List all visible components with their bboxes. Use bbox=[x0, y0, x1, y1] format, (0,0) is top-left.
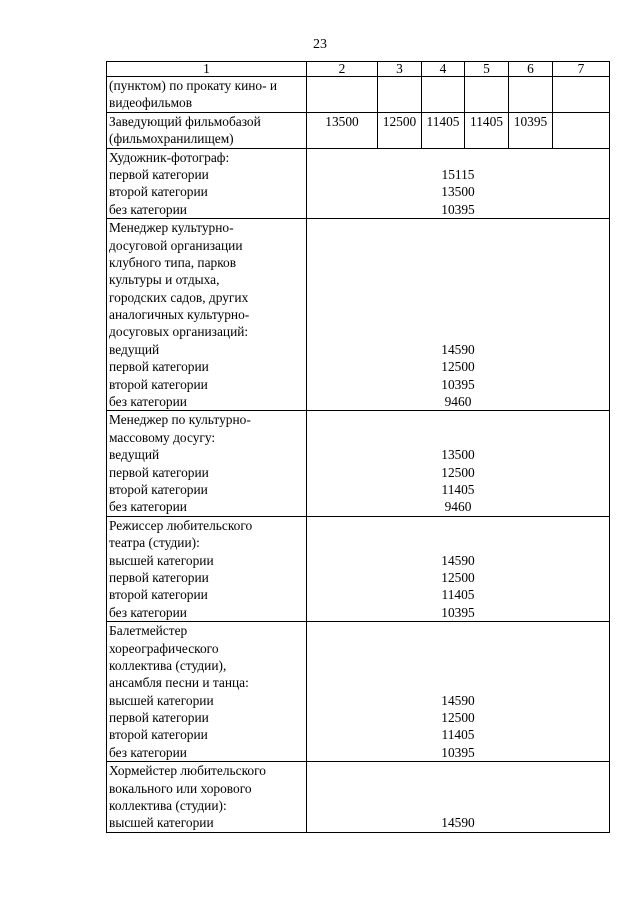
position-label: ведущий bbox=[109, 447, 160, 463]
salary-value: 10395 bbox=[441, 604, 475, 620]
position-cell bbox=[107, 112, 307, 148]
position-label: городских садов, других bbox=[109, 289, 249, 305]
position-label: второй категории bbox=[109, 376, 208, 392]
position-label: вокального или хорового bbox=[109, 780, 252, 796]
salary-value: 12500 bbox=[441, 569, 475, 585]
header-row bbox=[107, 62, 610, 77]
salary-value: 12500 bbox=[441, 464, 475, 480]
position-label: первой категории bbox=[109, 464, 209, 480]
position-label: Режиссер любительского bbox=[109, 517, 253, 533]
table-row bbox=[107, 411, 610, 516]
salary-value bbox=[307, 517, 609, 534]
position-label: ведущий bbox=[109, 341, 160, 357]
salary-value: 14590 bbox=[441, 815, 475, 831]
merged-salary-cell bbox=[307, 762, 610, 833]
salary-value: 12500 bbox=[441, 710, 475, 726]
salary-value: 11405 bbox=[441, 587, 475, 603]
position-label: хореографического bbox=[109, 640, 219, 656]
position-label: массовому досугу: bbox=[109, 429, 216, 445]
salary-value: 11405 bbox=[441, 727, 475, 743]
salary-value bbox=[307, 411, 609, 428]
position-label: без категории bbox=[109, 744, 187, 760]
position-label: (фильмохранилищем) bbox=[109, 131, 234, 147]
position-cell bbox=[107, 762, 307, 833]
position-cell bbox=[107, 622, 307, 762]
position-label: высшей категории bbox=[109, 815, 214, 831]
salary-value bbox=[307, 534, 609, 551]
salary-value: 10395 bbox=[441, 744, 475, 760]
table-row bbox=[107, 622, 610, 762]
salary-cell: 13500 bbox=[307, 112, 378, 148]
salary-value: 11405 bbox=[441, 481, 475, 497]
position-label: первой категории bbox=[109, 166, 209, 182]
position-label: второй категории bbox=[109, 184, 208, 200]
table-row bbox=[107, 219, 610, 411]
position-label: второй категории bbox=[109, 587, 208, 603]
salary-cell bbox=[422, 77, 465, 113]
salary-value bbox=[307, 219, 609, 236]
salary-value: 14590 bbox=[441, 692, 475, 708]
position-label: высшей категории bbox=[109, 552, 214, 568]
salary-value bbox=[307, 306, 609, 323]
salary-value: 15115 bbox=[441, 166, 475, 182]
salary-cell bbox=[553, 77, 610, 113]
position-label: досуговой организации bbox=[109, 237, 243, 253]
position-cell bbox=[107, 411, 307, 516]
position-label: Хормейстер любительского bbox=[109, 763, 266, 779]
position-label: коллектива (студии), bbox=[109, 657, 227, 673]
merged-salary-cell bbox=[307, 219, 610, 411]
position-cell bbox=[107, 219, 307, 411]
salary-value bbox=[307, 674, 609, 691]
salary-cell bbox=[465, 77, 509, 113]
salary-value bbox=[307, 289, 609, 306]
salary-value bbox=[307, 323, 609, 340]
page-number: 23 bbox=[313, 37, 327, 52]
position-label: Менеджер по культурно- bbox=[109, 412, 251, 428]
salary-value bbox=[307, 640, 609, 657]
table-row bbox=[107, 762, 610, 833]
salary-value bbox=[307, 271, 609, 288]
position-label: (пунктом) по прокату кино- и bbox=[109, 78, 278, 93]
position-label: без категории bbox=[109, 394, 187, 410]
header-cell: 2 bbox=[307, 62, 378, 77]
salary-value bbox=[307, 780, 609, 797]
salary-value: 13500 bbox=[441, 184, 475, 200]
table-row bbox=[107, 77, 610, 113]
salary-value: 10395 bbox=[441, 201, 475, 217]
position-label: досуговых организаций: bbox=[109, 324, 249, 340]
salary-value bbox=[307, 762, 609, 779]
position-label: Художник-фотограф: bbox=[109, 149, 230, 165]
position-label: коллектива (студии): bbox=[109, 798, 227, 814]
table-row bbox=[107, 148, 610, 219]
position-label: второй категории bbox=[109, 727, 208, 743]
position-label: без категории bbox=[109, 604, 187, 620]
salary-value bbox=[307, 237, 609, 254]
table-row bbox=[107, 516, 610, 621]
salary-value bbox=[307, 797, 609, 814]
position-label: Менеджер культурно- bbox=[109, 220, 234, 236]
salary-cell bbox=[509, 77, 553, 113]
position-label: ансамбля песни и танца: bbox=[109, 675, 249, 691]
merged-salary-cell bbox=[307, 516, 610, 621]
header-cell: 7 bbox=[553, 62, 610, 77]
position-label: Балетмейстер bbox=[109, 623, 188, 639]
salary-value: 12500 bbox=[441, 359, 475, 375]
salary-value bbox=[307, 657, 609, 674]
position-label: видеофильмов bbox=[109, 95, 193, 111]
salary-value bbox=[307, 149, 609, 166]
position-label: первой категории bbox=[109, 569, 209, 585]
salary-cell bbox=[553, 112, 610, 148]
salary-value: 10395 bbox=[441, 376, 475, 392]
table-row bbox=[107, 112, 610, 148]
salary-value: 13500 bbox=[441, 447, 475, 463]
salary-value: 9460 bbox=[444, 499, 472, 515]
header-cell: 1 bbox=[107, 62, 307, 77]
merged-salary-cell bbox=[307, 411, 610, 516]
salary-cell bbox=[307, 77, 378, 113]
header-cell: 4 bbox=[422, 62, 465, 77]
salary-cell: 10395 bbox=[509, 112, 553, 148]
header-cell: 6 bbox=[509, 62, 553, 77]
position-cell bbox=[107, 148, 307, 219]
salary-cell: 12500 bbox=[378, 112, 422, 148]
position-label: аналогичных культурно- bbox=[109, 307, 250, 323]
salary-cell bbox=[378, 77, 422, 113]
salary-value bbox=[307, 622, 609, 639]
salary-cell: 11405 bbox=[465, 112, 509, 148]
position-label: Заведующий фильмобазой bbox=[109, 113, 261, 129]
position-label: без категории bbox=[109, 499, 187, 515]
merged-salary-cell bbox=[307, 622, 610, 762]
salary-cell: 11405 bbox=[422, 112, 465, 148]
position-cell bbox=[107, 77, 307, 113]
position-label: клубного типа, парков bbox=[109, 254, 237, 270]
position-label: без категории bbox=[109, 201, 187, 217]
position-label: театра (студии): bbox=[109, 535, 200, 551]
position-label: культуры и отдыха, bbox=[109, 272, 220, 288]
salary-table bbox=[106, 61, 610, 833]
position-cell bbox=[107, 516, 307, 621]
salary-value: 14590 bbox=[441, 552, 475, 568]
position-label: высшей категории bbox=[109, 692, 214, 708]
salary-value: 9460 bbox=[444, 394, 472, 410]
salary-value: 14590 bbox=[441, 341, 475, 357]
header-cell: 5 bbox=[465, 62, 509, 77]
salary-value bbox=[307, 254, 609, 271]
position-label: первой категории bbox=[109, 710, 209, 726]
merged-salary-cell bbox=[307, 148, 610, 219]
header-cell: 3 bbox=[378, 62, 422, 77]
position-label: первой категории bbox=[109, 359, 209, 375]
salary-value bbox=[307, 429, 609, 446]
position-label: второй категории bbox=[109, 481, 208, 497]
